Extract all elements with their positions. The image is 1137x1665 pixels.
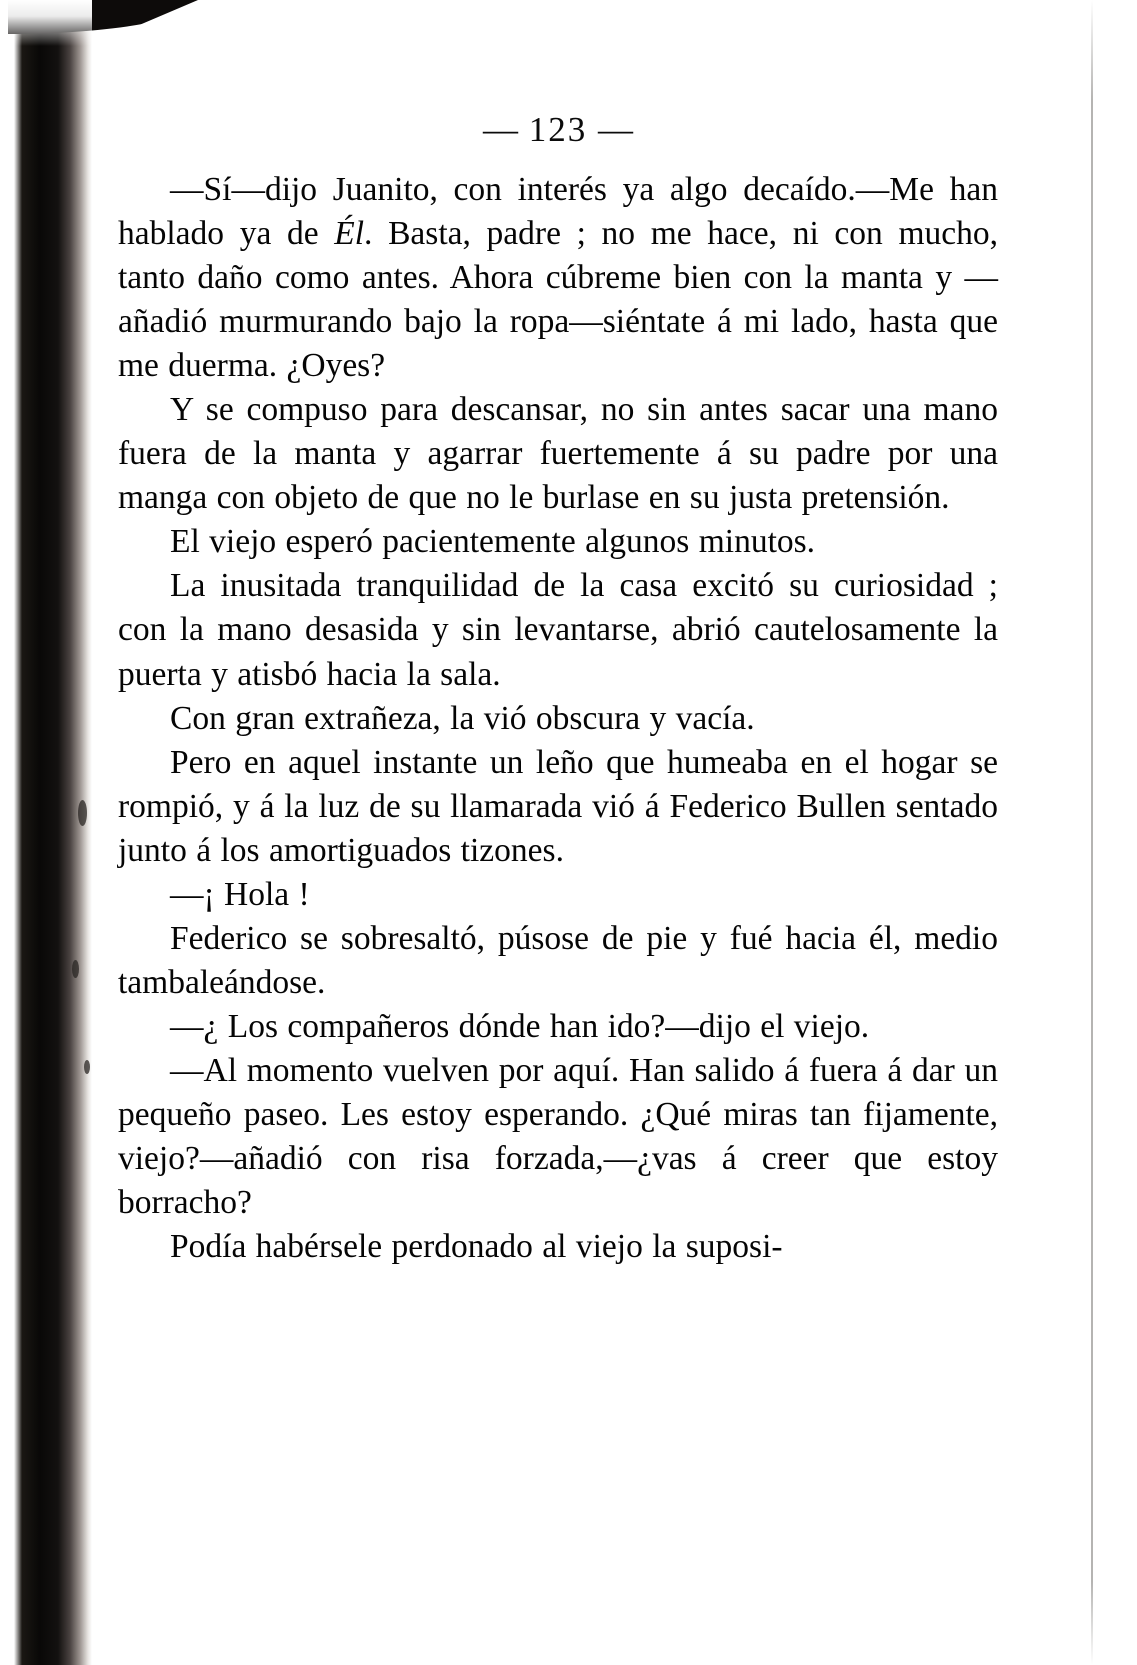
scan-speck (84, 1060, 90, 1074)
paragraph: Federico se sobresaltó, púsose de pie y fué hacia él, medio tambaleándose. (118, 919, 998, 1001)
page-right-edge (1091, 0, 1093, 1665)
paragraph: —Al momento vuelven por aquí. Han salido á fuera á dar un pequeño paseo. Les estoy esperando. ¿Qué miras tan fijamente, viejo?—añadió con risa forzada,—¿vas á creer que estoy borracho? (118, 1051, 998, 1222)
gutter-top-fade (0, 0, 92, 46)
paragraph: Y se compuso para descansar, no sin antes sacar una mano fuera de la manta y agarrar fuertemente á su padre por una manga con objeto de que no le burlase en su justa pretensión. (118, 391, 998, 517)
scan-speck (78, 800, 87, 826)
paragraph: —¿ Los compañeros dónde han ido?—dijo el viejo. (170, 1007, 870, 1045)
page-number (118, 110, 998, 150)
paragraph: —¡ Hola ! (170, 875, 310, 913)
scan-speck (72, 960, 79, 978)
paragraph: —Sí—dijo Juanito, con interés ya algo decaído.—Me han hablado ya de Él. Basta, padre ; no me hace, ni con mucho, tanto daño como antes. Ahora cúbreme bien con la manta y —añadió murmurando bajo la ropa—siéntate á mi lado, hasta que me duerma. ¿Oyes? (118, 171, 998, 385)
paragraph: Con gran extrañeza, la vió obscura y vacía. (170, 699, 755, 737)
folio-dash-left: — (483, 110, 518, 149)
folio-dash-right: — (598, 110, 633, 149)
paragraph: El viejo esperó pacientemente algunos minutos. (170, 523, 816, 561)
page-gutter-shadow (0, 0, 92, 1665)
page-body (118, 110, 998, 1269)
paragraph: Pero en aquel instante un leño que humeaba en el hogar se rompió, y á la luz de su llamarada vió á Federico Bullen sentado junto á los amortiguados tizones. (118, 743, 998, 869)
folio-number: 123 (528, 110, 588, 149)
paragraph: La inusitada tranquilidad de la casa excitó su curiosidad ; con la mano desasida y sin levantarse, abrió cautelosamente la puerta y atisbó hacia la sala. (118, 567, 998, 693)
paragraph: Podía habérsele perdonado al viejo la suposi- (170, 1228, 783, 1266)
